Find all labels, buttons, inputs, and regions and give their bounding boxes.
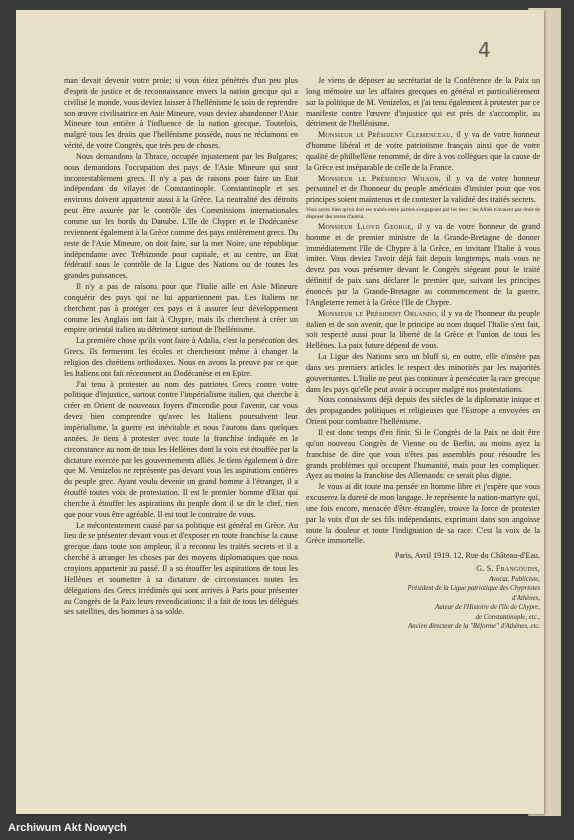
archive-footer: [0, 816, 574, 840]
signature-title: Président de la Ligue patriotique des Chypriotes: [407, 585, 540, 593]
addressee-orlando: Monsieur le Président Orlando,: [318, 308, 439, 318]
right-column: [306, 76, 540, 631]
paragraph: Je vous ai dit toute ma pensée en homme libre et j'espère que vous excuserez la dureté de mon langage. Je représente la nation-martyre qui, une fois encore, menacée d'être étranglée, trouve la force de protester par la voix d'un de ses fils indépendants, exprimant dans son angoisse toute la douleur et toute l'indignation de sa race. C'est la voix de la Grèce immortelle.: [306, 482, 540, 546]
signature-title: de Constantinople, etc.,: [475, 613, 540, 621]
paragraph-text: il y va de votre honneur personnel et de l'honneur du peuple américain d'insister pour que vos principes soient maintenus et de contester la validité des traités secrets.: [306, 173, 540, 205]
signature-title: Auteur de l'Histoire de l'île de Chypre,: [435, 604, 540, 612]
paragraph: Le mécontentement causé par sa politique est général en Grèce. Au lieu de se présenter devant vous et d'exposer en toute franchise la cause grecque dans toute son ampleur, il a reconnu les traités secrets et il a cherché à arranger les choses par des moyens diplomatiques que nous croyions appartenir au passé. Il a su étouffer les aspirations de tous les Hellènes et soumettre à sa dictature de circonstances toutes les délégations des Grecs irrédimés qui sont arrivés à Paris pour présenter au Congrès de la Paix leurs revendications: il a fait de tous les délégués ses satellites, des hommes à sa solde.: [64, 520, 298, 617]
document-page: [16, 10, 544, 814]
paragraph: J'ai tenu à protester au nom des patriotes Grecs contre votre politique d'injustice, surtout contre l'impérialisme italien, qui cherche à créer en Orient de nouveaux foyers d'incendie pour l'avenir, car vous devez bien comprendre qu'avec les Italiens poursuivent leur impérialisme, la guerre est inévitable et nous l'aurons dans quelques années. Je tiens à protester avec toute la franchise indiquée en la circonstance au nom de tous les Hellènes dont la voix est étouffée par la dictature exercée par les gouvernements alliés. Je tiens également à dire que M. Venizelos ne représente pas devant vous les aspirations entières du peuple grec. Ayant voulu devenir un grand homme à l'étranger, il a étouffé toutes voix de protestation. Il est le premier homme d'Etat qui cherche à étouffer les aspirations du peuple dont il se dit le chef, rien que pour vous être agréable. Il est tout le contraire de vous.: [64, 379, 298, 519]
archive-name: Archiwum Akt Nowych: [8, 822, 127, 834]
addressee-wilson: Monsieur le Président Wilson,: [318, 173, 442, 183]
page-number: 4: [478, 38, 491, 62]
paragraph: Je viens de déposer au secrétariat de la Conférence de la Paix un long mémoire sur les affaires grecques en général et particulièrement sur la politique de M. Venizelos, et j'ai tenu également à protester par ce manifeste contre l'œuvre d'injustice qui est près de s'accomplir, au détriment de l'hellénisme.: [306, 76, 540, 129]
addressee-lloyd-george: Monsieur Lloyd George,: [318, 221, 414, 231]
signature-name: G. S. Frangoudis,: [476, 564, 540, 574]
signature-title: Avocat, Publiciste,: [489, 575, 540, 583]
paragraph-text: il y va de votre honneur d'homme libéral et de votre patriotisme français ainsi que de votre qualité de philhellène renommé, de dire à vos collègues que la cause de la Grèce est inséparable de celle de la France.: [306, 130, 540, 172]
signature-title: d'Athènes,: [511, 594, 540, 602]
paragraph: [306, 130, 540, 173]
paragraph: [306, 222, 540, 309]
dateline: Paris, Avril 1919. 12, Rue du Château-d'Eau.: [394, 551, 540, 561]
paragraph: La Ligue des Nations sera un bluff si, en outre, elle n'insère pas dans ses premiers articles le respect des minorités par les majorités gouvernantes. L'Italie ne peut pas continuer à persécuter la race grecque dans les pays qu'elle peut avoir à occuper malgré nos protestations.: [306, 352, 540, 394]
paragraph: Nous demandons la Thrace, occupée injustement par les Bulgares; nous demandons l'occupation des pays de l'Asie Mineure qui sont incontestablement grecs. Il n'y a pas de raisons pour faire un Etat indépendant du vilayet de Constantinople. Constantinople et ses environs doivent appartenir aussi à la Grèce. La neutralité des détroits peut être assurée par le contrôle des Commissions internationales comme sur les bords du Danube. L'Ile de Chypre et le Dodécanèse reviennent également à la Grèce comme des pays entièrement grecs. Du reste de l'Asie Mineure, on doit faire, sur la mer Noire, une république indépendante avec Trébizonde pour capitale, et au centre, un Etat fédératif sous le contrôle de la Ligue des Nations ou de toutes les grandes puissances.: [64, 151, 298, 281]
addressee-clemenceau: Monsieur le Président Clemenceau,: [318, 130, 454, 140]
paragraph: Nous connaissons déjà depuis des siècles de la diplomatie inique et des propagandes politiques et religieuses que l'Europe a envoyées en Orient pour combattre l'hellénisme.: [306, 395, 540, 427]
paragraph: man devait devenir votre proie; si vous étiez pénétrés d'un peu plus d'esprit de justice et de reconnaissance envers la nation grecque qui a civilisé le monde, vous deviez laisser à l'hellénisme le soin de reprendre son œuvre civilisatrice en Asie Mineure, vous deviez abandonner l'Asie Mineure tout entière à l'influence de la nation grecque. Toutefois, malgré tous les droits que l'hellénisme possède, nous ne réclamons en vérité, de votre Congrès, que très peu de choses.: [64, 76, 298, 151]
paragraph: La première chose qu'ils vont faire à Adalia, c'est la persécution des Grecs. Ils fermeront les écoles et chercheront même à changer la religion des chrétiens orthodoxes. Nous en avons la preuve par ce que les Italiens ont fait récemment au Dodécanèse et en Epire.: [64, 336, 298, 378]
paragraph: [306, 174, 540, 207]
paragraph: [306, 309, 540, 352]
signature-title: Ancien directeur de la "Réforme" d'Athènes, etc.: [408, 622, 540, 630]
paragraph: Il est donc temps d'en finir. Si le Congrès de la Paix ne doit être qu'un nouveau Congrès de Vienne ou de Berlin, au moins ayez la franchise de dire que vous n'êtes pas assemblés pour résoudre les grands problèmes qui occupent l'humanité, mais pour les compliquer. Ayez au moins la franchise des Allemands: ce serait plus digne.: [306, 427, 540, 481]
paragraph-text: il y va de votre honneur de grand homme et de premier ministre de la Grande-Bretagne de donner immédiatement l'île de Chypre à la Grèce, en invitant l'Italie à vous imiter. Vous deviez l'avoir déjà fait depuis longtemps, mais vous ne devez pas vous présenter devant le Congrès siégeant pour le traité définitif de paix sans déclarer le premier que, suivant les principes énoncés par la Grande-Bretagne au commencement de la guerre, l'Angleterre remet à la Grèce l'Ile de Chypre.: [306, 221, 540, 307]
paragraph-text: il y va de l'honneur du peuple italien et de son avenir, que le principe au nom duquel l'Italie s'est fait, soit respecté aussi pour la liberté de la Grèce et l'union de tous les Hellènes. La paix future dépend de vous.: [306, 308, 540, 351]
paragraph: Il n'y a pas de raisons pour que l'Italie aille en Asie Mineure conquérir des pays qui ne lui appartiennent pas. Les Italiens ne cherchent pas à protéger ces pays et à assurer leur développement comme les Anglais ont fait à Chypre, mais ils cherchent à créer un empire oriental italien au détriment surtout de l'hellénisme.: [64, 282, 298, 335]
footnote: Vous savez bien qu'on doit ses traités entre parties s'engageant par les tiers ; les Alliés n'avaient pas droit de disposer des terres d'autrui.: [306, 207, 540, 220]
left-column: [64, 76, 298, 618]
